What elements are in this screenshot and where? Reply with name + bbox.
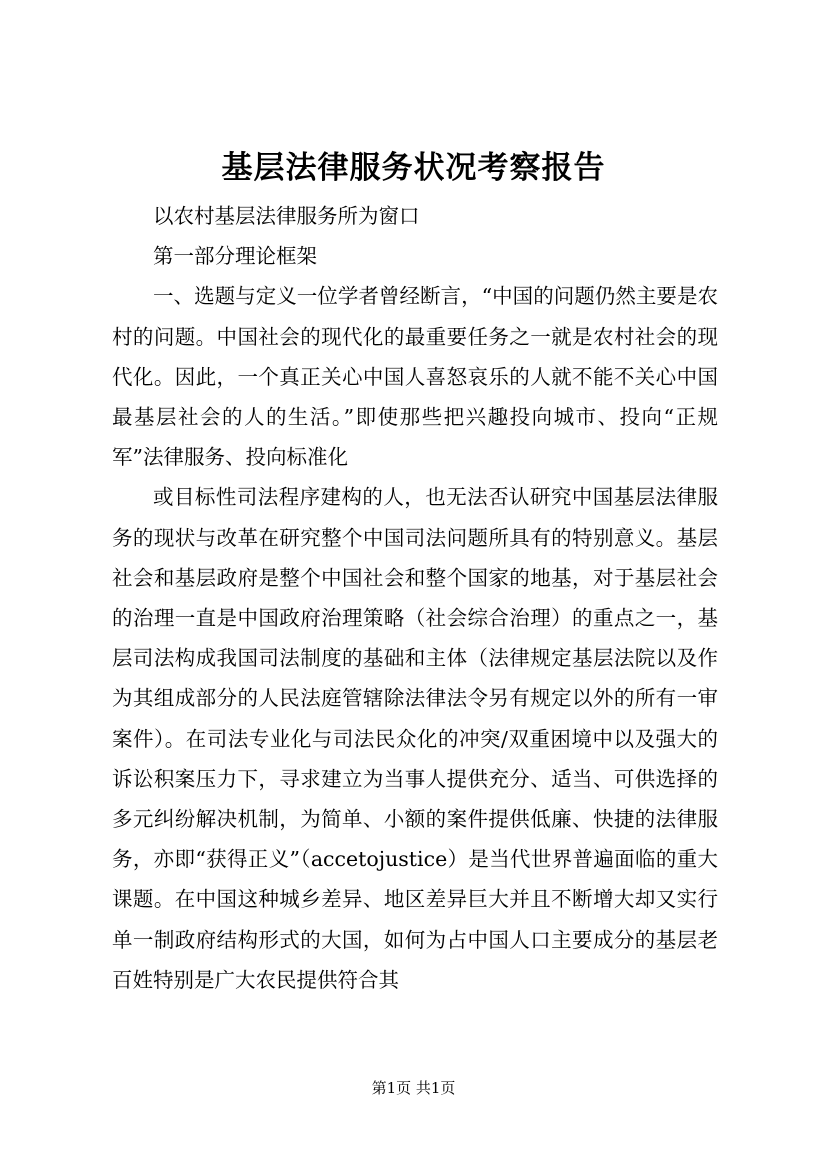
section-heading-paragraph: 第一部分理论框架: [153, 244, 317, 269]
page-number-footer: 第1页 共1页: [371, 1079, 456, 1097]
subtitle-paragraph: 以农村基层法律服务所为窗口: [153, 204, 420, 228]
body-paragraph: 一、选题与定义一位学者曾经断言，“中国的问题仍然主要是农村的问题。中国社会的现代化的最重要任务之一就是农村社会的现代化。因此，一个真正关心中国人喜怒哀乐的人就不能不关心中国最基层社会的人的生活。”即使那些把兴趣投向城市、投向“正规军”法律服务、投向标准化: [112, 284, 718, 470]
body-paragraph: 或目标性司法程序建构的人，也无法否认研究中国基层法律服务的现状与改革在研究整个中国司法问题所具有的特别意义。基层社会和基层政府是整个中国社会和整个国家的地基，对于基层社会的治理一直是中国政府治理策略（社会综合治理）的重点之一，基层司法构成我国司法制度的基础和主体（法律规定基层法院以及作为其组成部分的人民法庭管辖除法律法令另有规定以外的所有一审案件）。在司法专业化与司法民众化的冲突/双重困境中以及强大的诉讼积案压力下，寻求建立为当事人提供充分、适当、可供选择的多元纠纷解决机制，为简单、小额的案件提供低廉、快捷的法律服务，亦即“获得正义”（accetojustice）是当代世界普遍面临的重大课题。在中国这种城乡差异、地区差异巨大并且不断增大却又实行单一制政府结构形式的大国，如何为占中国人口主要成分的基层老百姓特别是广大农民提供符合其: [112, 485, 718, 992]
document-body: [112, 196, 718, 1000]
document-title: 基层法律服务状况考察报告: [221, 150, 606, 186]
